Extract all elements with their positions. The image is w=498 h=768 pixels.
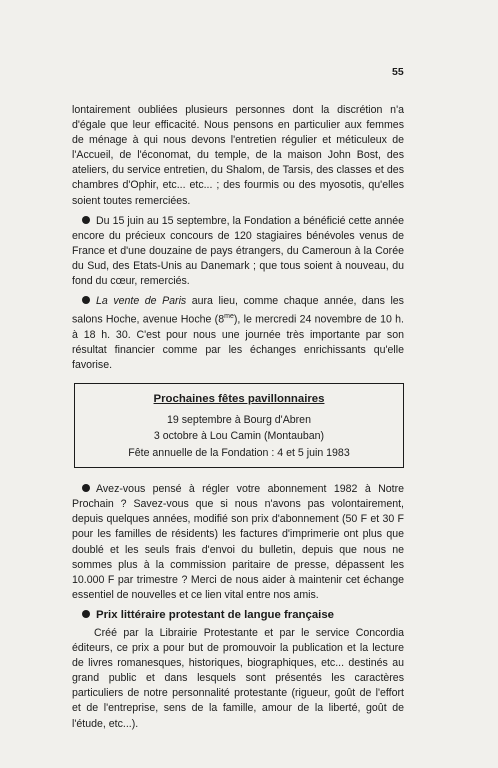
paragraph-subscription <box>72 482 404 603</box>
festival-line-2: 3 octobre à Lou Camin (Montauban) <box>153 430 325 443</box>
paris-sale-text-b: ), le mercredi 24 novembre de 10 h. à 18 h. 30. C'est pour nous une journée très importante par son résultat financier comme par les échanges enrichissants qu'elle favorise. <box>72 313 404 372</box>
festivals-box <box>74 383 404 468</box>
paris-sale-title: La vente de Paris <box>96 295 187 308</box>
festival-line-1: 19 septembre à Bourg d'Abren <box>167 413 311 426</box>
festival-line-3: Fête annuelle de la Fondation : 4 et 5 juin 1983 <box>128 446 350 459</box>
bullet-icon <box>82 296 90 304</box>
paris-sale-sup: me <box>224 313 234 321</box>
prix-heading <box>72 608 404 623</box>
bullet-icon <box>82 484 90 492</box>
paragraph-thanks: lontairement oubliées plusieurs personnes dont la discrétion n'a d'égale que leur efficacité. Nous pensons en particulier aux femmes de ménage à qui nous devons l'entretien régulier et méticuleux de l'Accueil, de l'économat, du temple, de la maison John Bost, des ateliers, du service entretien, du Shalom, de Tarsis, des classes et des chambres d'Ophir, etc... etc... ; des fourmis ou des myosotis, qu'elles soient toutes remerciées. <box>72 104 404 207</box>
paragraph-volunteers-text: Du 15 juin au 15 septembre, la Fondation a bénéficié cette année encore du précieux concours de 120 stagiaires bénévoles venus de France et d'une douzaine de pays étrangers, du Cameroun à la Corée du Sud, des Etats-Unis au Danemark ; que tous soient à nouveau, du fond du cœur, remerciés. <box>72 214 404 288</box>
prix-heading-text: Prix littéraire protestant de langue française <box>96 608 335 621</box>
paragraph-volunteers <box>72 214 404 289</box>
bullet-icon <box>82 216 90 224</box>
page-body <box>72 103 404 732</box>
paris-sale-text-a: aura lieu, comme chaque année, dans les salons Hoche, avenue Hoche (8 <box>72 295 404 326</box>
subscription-text: Avez-vous pensé à régler votre abonnement 1982 à Notre Prochain ? Savez-vous que si nous n'avons pas volontairement, depuis quelques années, modifié son prix d'abonnement (50 F et 30 F pour les familles de résidents) les factures d'imprimerie ont plus que doublé et les seuls frais d'envoi du bulletin, depuis que nous ne sommes plus à la commission paritaire de presse, dépassent les 10.000 F par trimestre ? Merci de nous aider à maintenir cet échange essentiel de nouvelles et ce lien vital entre nos amis. <box>72 483 404 601</box>
bullet-icon <box>82 610 90 618</box>
paragraph-paris-sale <box>72 294 404 373</box>
festivals-title: Prochaines fêtes pavillonnaires <box>153 393 325 406</box>
page-number: 55 <box>392 66 404 78</box>
paragraph-prix: Créé par la Librairie Protestante et par le service Concordia éditeurs, ce prix a pour but de promouvoir la publication et la lecture de livres romanesques, historiques, biographiques, etc... destinés au grand public et dans lesquels sont présentés les caractères particuliers de notre personnalité protestante (rigueur, goût de l'effort et de l'entreprise, sens de la famille, amour de la liberté, goût de l'étude, etc...). <box>72 626 404 730</box>
